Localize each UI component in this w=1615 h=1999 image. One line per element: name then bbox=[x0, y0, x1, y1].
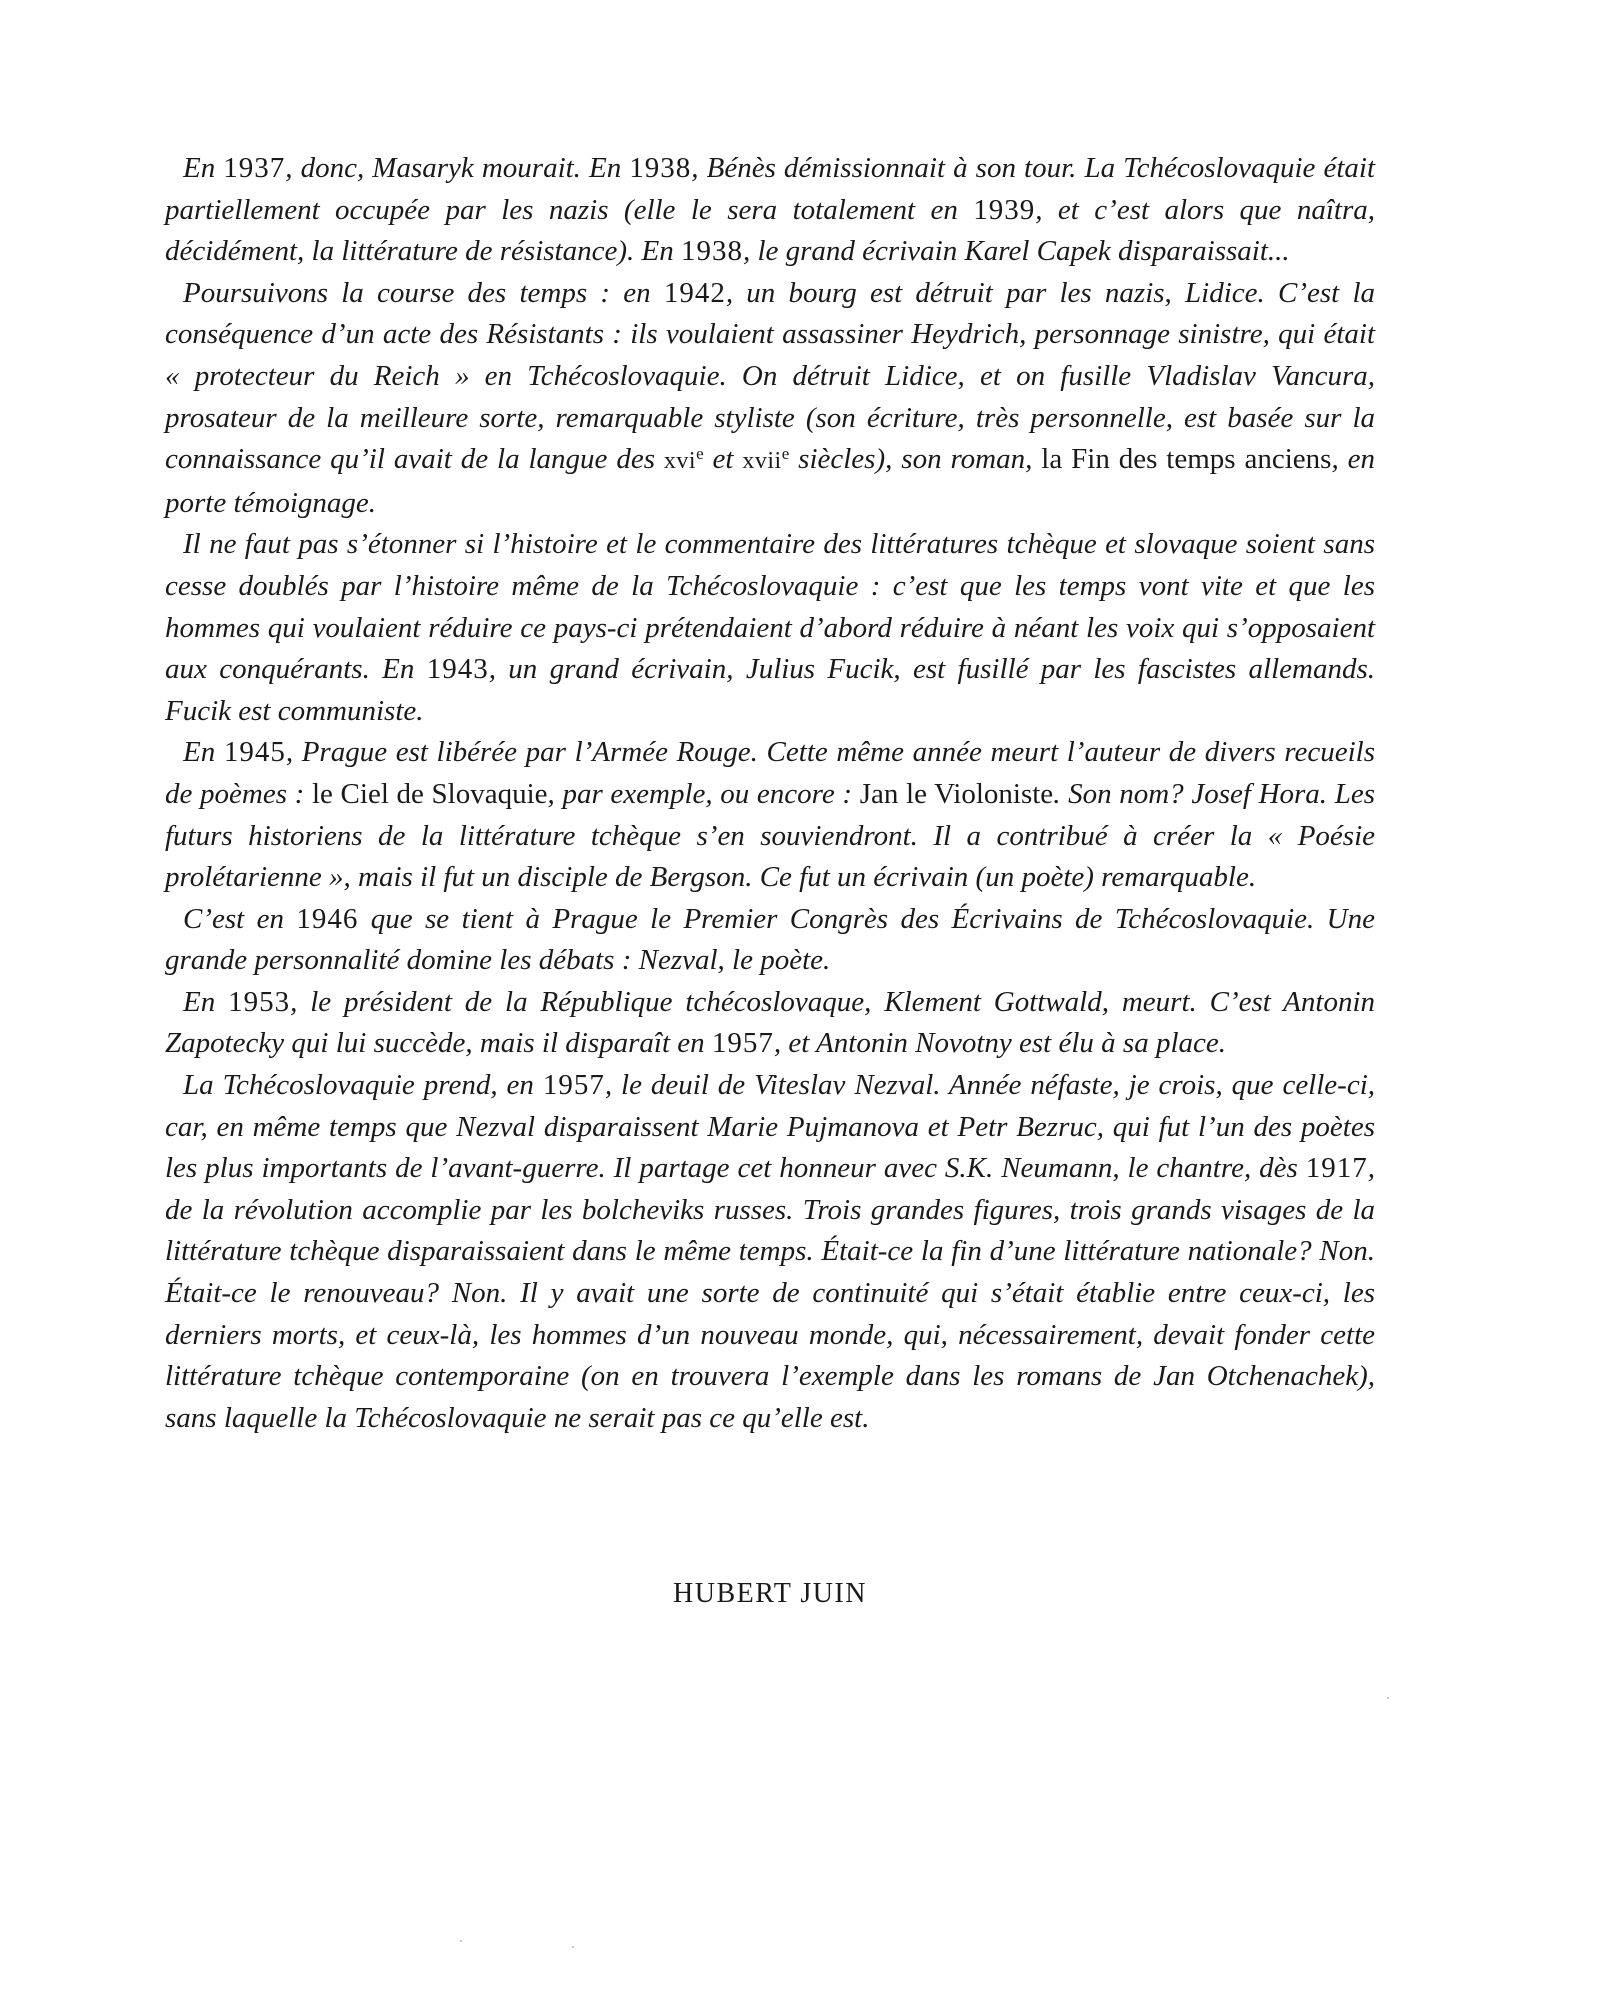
text-run: En bbox=[183, 736, 224, 769]
work-title: Jan le Violoniste bbox=[859, 777, 1054, 810]
text-run: e bbox=[781, 444, 790, 464]
body-paragraph bbox=[165, 273, 1375, 525]
text-run: , le deuil de Viteslav Nezval. Année néfaste, je crois, que celle-ci, car, en même temps que Nezval disparaissent Marie Pujmanova et Petr Bezruc, qui fut l’un des poètes les plus importants de l’avant-guerre. Il partage cet honneur avec S.K. Neumann, le chantre, dès bbox=[165, 1069, 1376, 1185]
body-paragraph bbox=[165, 524, 1375, 732]
scan-speck bbox=[572, 1946, 574, 1948]
author-signature: HUBERT JUIN bbox=[673, 1578, 867, 1609]
article-page bbox=[165, 148, 1376, 1609]
year-number: 1946 bbox=[296, 902, 359, 935]
text-run: , par exemple, ou encore : bbox=[547, 777, 860, 810]
text-run: Il ne faut pas s’étonner si l’histoire et le commentaire des littératures tchèque et slovaque soient sans cesse doublés par l’histoire même de la Tchécoslovaquie : c’est que les temps vont vite et que les hommes qui voulaient réduire ce pays-ci prétendaient d’abord réduire à néant les voix qui s’opposaient aux conquérants. En bbox=[165, 528, 1375, 686]
text-run: , un bourg est détruit par les nazis, Lidice. C’est la conséquence d’un acte des Résistants : ils voulaient assassiner Heydrich, personnage sinistre, qui était « protecteur du Reich » en Tchécoslovaquie. On détruit Lidice, et on fusille Vladislav Vancura, prosateur de la meilleure sorte, remarquable styliste (son écriture, très personnelle, est basée sur la connaissance qu’il avait de la langue des bbox=[165, 276, 1376, 476]
year-number: 1937 bbox=[223, 152, 286, 184]
scan-speck bbox=[1387, 1697, 1389, 1699]
text-run: C’est en bbox=[183, 902, 297, 935]
text-run: que se tient à Prague le Premier Congrès des Écrivains de Tchécoslovaquie. Une grande personnalité domine les débats : Nezval, le poète. bbox=[165, 902, 1375, 977]
text-run: , un grand écrivain, Julius Fucik, est fusillé par les fascistes allemands. Fucik est communiste. bbox=[165, 653, 1375, 727]
year-number: 1943 bbox=[426, 653, 489, 686]
year-number: 1957 bbox=[542, 1069, 605, 1102]
year-number: 1917 bbox=[1305, 1152, 1368, 1185]
text-run: . Son nom? Josef Hora. Les futurs historiens de la littérature tchèque s’en souviendront. Il a contribué à créer la « Poésie prolétarienne », mais il fut un disciple de Bergson. Ce fut un écrivain (un poète) remarquable. bbox=[165, 777, 1375, 894]
work-title: le Ciel de Slovaquie bbox=[311, 777, 548, 810]
text-run: , le grand écrivain Karel Capek disparaissait... bbox=[742, 235, 1290, 268]
year-number: 1938 bbox=[680, 235, 743, 268]
text-run: e bbox=[696, 444, 704, 464]
text-run: siècles), son roman, bbox=[789, 443, 1042, 476]
article-body bbox=[165, 148, 1375, 1439]
text-run: , et Antonin Novotny est élu à sa place. bbox=[773, 1027, 1226, 1060]
year-number: 1953 bbox=[228, 985, 291, 1018]
text-run: , donc, Masaryk mourait. En bbox=[285, 152, 630, 184]
year-number: 1939 bbox=[973, 193, 1036, 226]
body-paragraph bbox=[165, 899, 1375, 982]
text-run: xvi bbox=[663, 448, 697, 475]
text-run: , en porte témoignage. bbox=[165, 443, 1375, 519]
text-run: , et c’est alors que naîtra, décidément, la littérature de résistance). En bbox=[165, 193, 1375, 268]
year-number: 1945 bbox=[223, 736, 286, 769]
body-paragraph bbox=[165, 982, 1375, 1065]
text-run: xvii bbox=[742, 448, 782, 475]
text-run: En bbox=[183, 985, 229, 1018]
text-run: Poursuivons la course des temps : en bbox=[183, 276, 664, 309]
text-run: , Prague est libérée par l’Armée Rouge. Cette même année meurt l’auteur de divers recueils de poèmes : bbox=[165, 736, 1376, 810]
text-run: , de la révolution accomplie par les bolcheviks russes. Trois grandes figures, trois grands visages de la littérature tchèque disparaissaient dans le même temps. Était-ce la fin d’une littérature nationale? Non. Était-ce le renouveau? Non. Il y avait une sorte de continuité qui s’était établie entre ceux-ci, les derniers morts, et ceux-là, les hommes d’un nouveau monde, qui, nécessairement, devait fonder cette littérature tchèque contemporaine (on en trouvera l’exemple dans les romans de Jan Otchenachek), sans laquelle la Tchécoslovaquie ne serait pas ce qu’elle est. bbox=[165, 1152, 1375, 1434]
work-title: la Fin des temps anciens bbox=[1041, 443, 1332, 476]
year-number: 1938 bbox=[629, 152, 692, 184]
text-run: , le président de la République tchécoslovaque, Klement Gottwald, meurt. C’est Antonin Zapotecky qui lui succède, mais il disparaît en bbox=[165, 985, 1375, 1060]
text-run: et bbox=[703, 443, 743, 476]
year-number: 1957 bbox=[711, 1027, 774, 1060]
scan-speck bbox=[460, 1940, 462, 1942]
text-run: , Bénès démissionnait à son tour. La Tchécoslovaquie était partiellement occupée par les nazis (elle le sera totalement en bbox=[165, 152, 1376, 226]
body-paragraph bbox=[165, 1065, 1375, 1439]
body-paragraph bbox=[165, 148, 1375, 273]
body-paragraph bbox=[165, 732, 1375, 898]
text-run: En bbox=[183, 152, 224, 184]
text-run: La Tchécoslovaquie prend, en bbox=[183, 1069, 543, 1102]
year-number: 1942 bbox=[663, 276, 726, 309]
